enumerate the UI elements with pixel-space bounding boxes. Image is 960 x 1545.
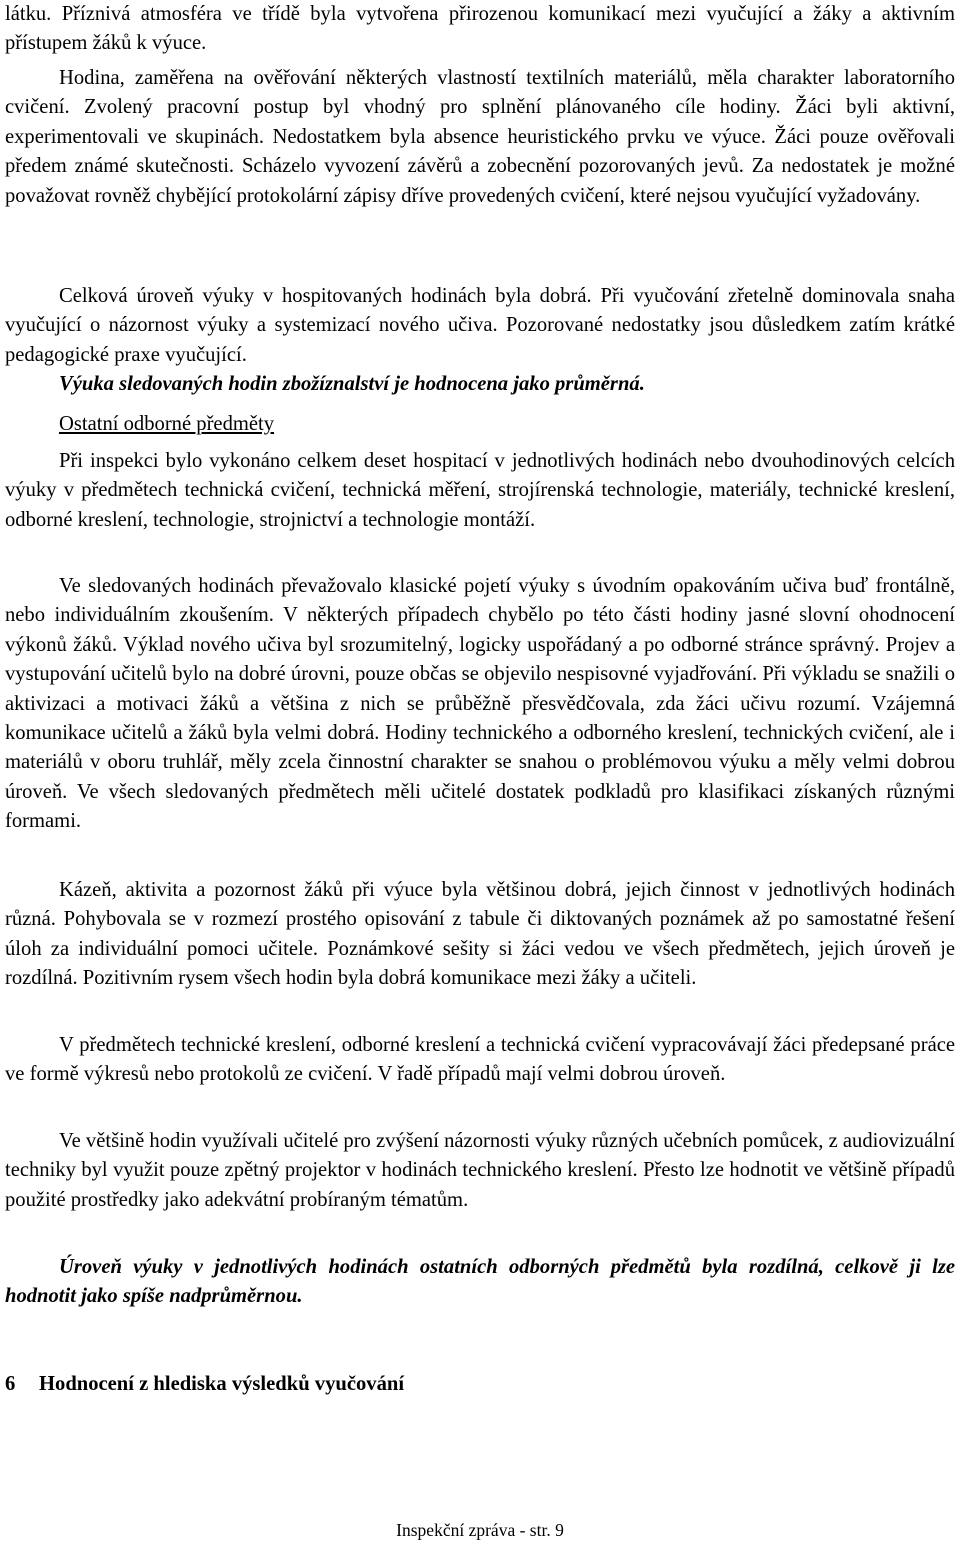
page-footer: Inspekční zpráva - str. 9 <box>396 1520 564 1540</box>
section-number: 6 <box>5 1373 16 1395</box>
paragraph-6-block <box>5 876 955 994</box>
paragraph-8: Ve většině hodin využívali učitelé pro zvýšení názornosti výuky různých učebních pomůcek, z audiovizuální techniky byl využit pouze zpětný projektor v hodinách technického kreslení. Přesto lze hodnotit ve většině případů použité prostředky jako adekvátní probíraným tématům. <box>5 1130 955 1211</box>
paragraph-1-block <box>5 0 955 59</box>
section-heading <box>5 1370 404 1399</box>
paragraph-8-block <box>5 1127 955 1215</box>
paragraph-5: Ve sledovaných hodinách převažovalo klasické pojetí výuky s úvodním opakováním učiva buď frontálně, nebo individuálním zkoušením. V některých případech chybělo po této části hodiny jasné slovní ohodnocení výkonů žáků. Výklad nového učiva byl srozumitelný, logicky uspořádaný a po odborné stránce správný. Projev a vystupování učitelů bylo na dobré úrovni, pouze občas se objevilo nespisovné vyjadřování. Při výkladu se snažili o aktivizaci a motivaci žáků a většina z nich se průběžně přesvědčovala, zda žáci učivu rozumí. Vzájemná komunikace učitelů a žáků byla velmi dobrá. Hodiny technického a odborného kreslení, technických cvičení, ale i materiálů v oboru truhlář, měly zcela činnostní charakter se snahou o problémovou výuku a měly velmi dobrou úroveň. Ve všech sledovaných předmětech měli učitelé dostatek podkladů pro klasifikaci získaných různými formami. <box>5 575 955 833</box>
verdict-zboziznalstvi: Výuka sledovaných hodin zbožíznalství je hodnocena jako průměrná. <box>59 373 645 395</box>
paragraph-2-block <box>5 64 955 211</box>
paragraph-7-block <box>5 1031 955 1090</box>
verdict-2-block <box>5 1253 955 1312</box>
paragraph-2: Hodina, zaměřena na ověřování některých vlastností textilních materiálů, měla charakter laboratorního cvičení. Zvolený pracovní postup byl vhodný pro splnění plánovaného cíle hodiny. Žáci byli aktivní, experimentovali ve skupinách. Nedostatkem byla absence heuristického prvku ve výuce. Žáci pouze ověřovali předem známé skutečnosti. Scházelo vyvození závěrů a zobecnění pozorovaných jevů. Za nedostatek je možné považovat rovněž chybějící protokolární zápisy dříve provedených cvičení, které nejsou vyučující vyžadovány. <box>5 67 955 207</box>
paragraph-1: látku. Příznivá atmosféra ve třídě byla vytvořena přirozenou komunikací mezi vyučující a žáky a aktivním přístupem žáků k výuce. <box>5 3 955 55</box>
paragraph-4-block <box>5 447 955 535</box>
paragraph-6: Kázeň, aktivita a pozornost žáků při výuce byla většinou dobrá, jejich činnost v jednotlivých hodinách různá. Pohybovala se v rozmezí prostého opisování z tabule či diktovaných poznámek až po samostatné řešení úloh za individuální pomoci učitele. Poznámkové sešity si žáci vedou ve všech předmětech, jejich úroveň je rozdílná. Pozitivním rysem všech hodin byla dobrá komunikace mezi žáky a učiteli. <box>5 879 955 990</box>
paragraph-4: Při inspekci bylo vykonáno celkem deset hospitací v jednotlivých hodinách nebo dvouhodinových celcích výuky v předmětech technická cvičení, technická měření, strojírenská technologie, materiály, technické kreslení, odborné kreslení, technologie, strojnictví a technologie montáží. <box>5 450 955 531</box>
paragraph-5-block <box>5 572 955 837</box>
verdict-ostatni-predmety: Úroveň výuky v jednotlivých hodinách ostatních odborných předmětů byla rozdílná, celkově ji lze hodnotit jako spíše nadprůměrnou. <box>5 1256 955 1308</box>
paragraph-7: V předmětech technické kreslení, odborné kreslení a technická cvičení vypracovávají žáci předepsané práce ve formě výkresů nebo protokolů ze cvičení. V řadě případů mají velmi dobrou úroveň. <box>5 1034 955 1086</box>
paragraph-3: Celková úroveň výuky v hospitovaných hodinách byla dobrá. Při vyučování zřetelně dominovala snaha vyučující o názornost výuky a systemizací nového učiva. Pozorované nedostatky jsou důsledkem zatím krátké pedagogické praxe vyučující. <box>5 285 955 366</box>
subsection-heading: Ostatní odborné předměty <box>59 413 275 435</box>
paragraph-3-block <box>5 282 955 370</box>
section-title: Hodnocení z hlediska výsledků vyučování <box>39 1373 405 1395</box>
verdict-1-block <box>5 370 955 399</box>
